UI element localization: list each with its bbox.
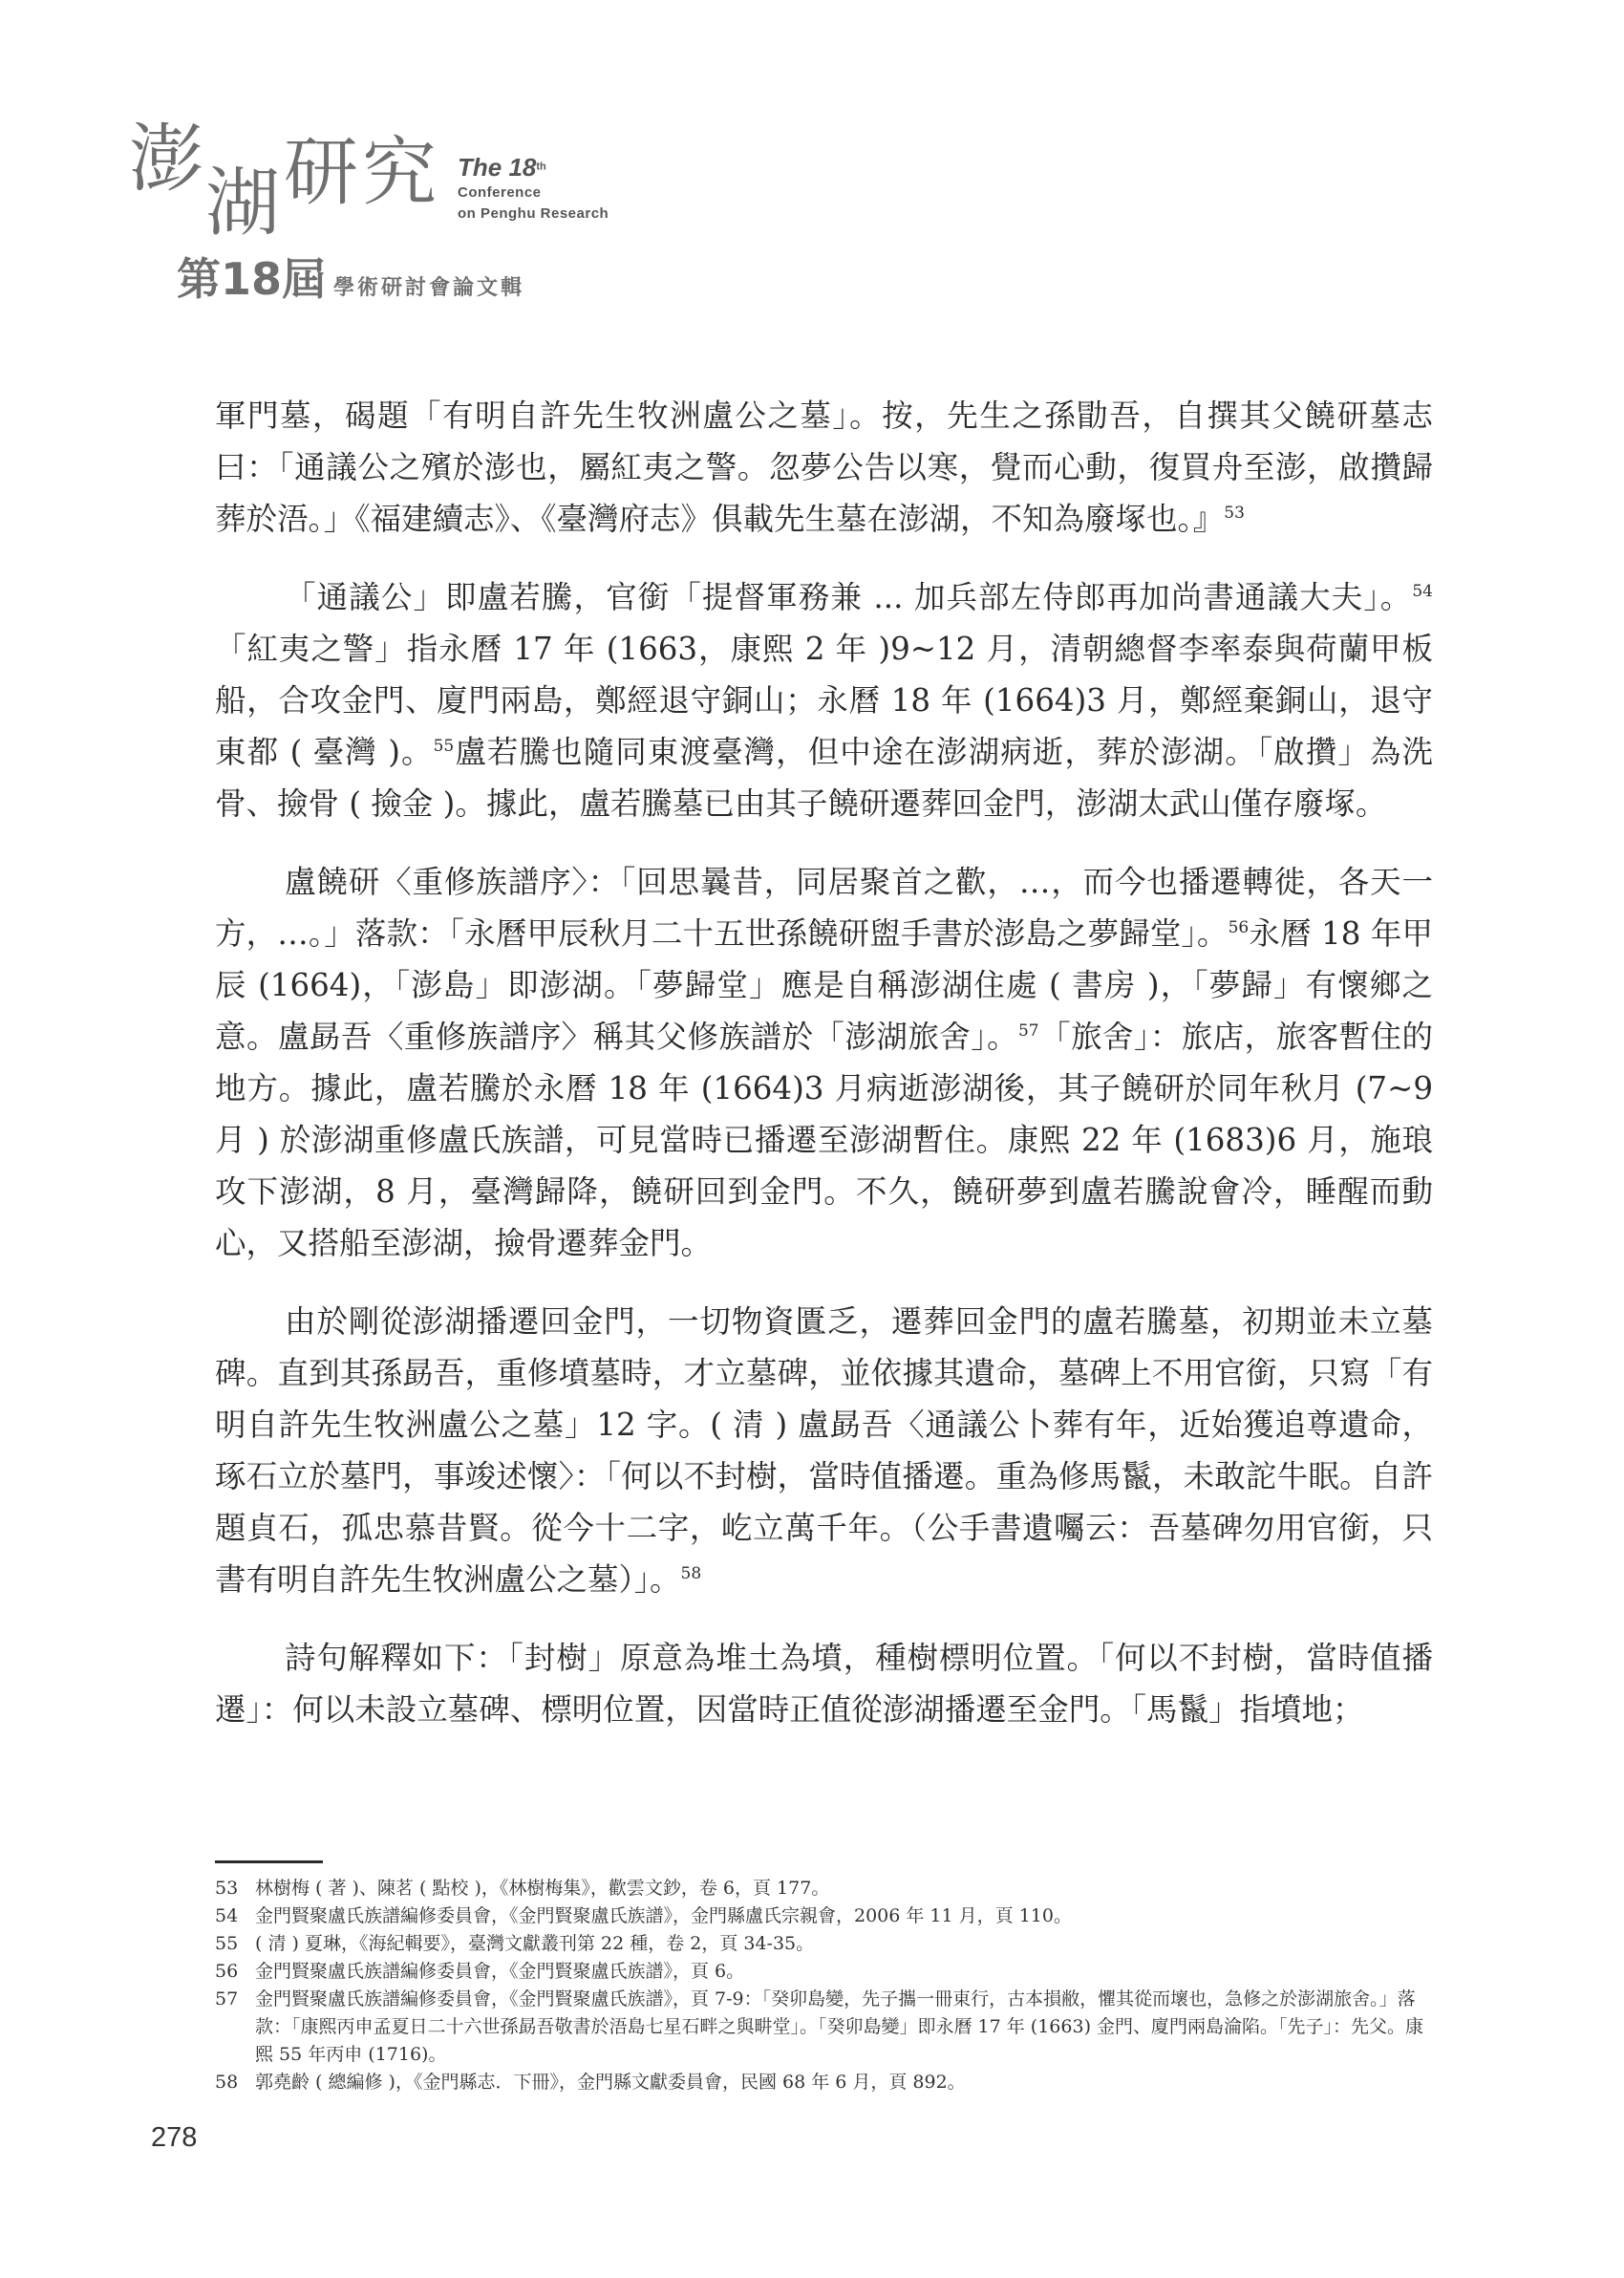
body-text bbox=[215, 390, 1433, 1762]
page-number: 278 bbox=[151, 2122, 198, 2153]
footnote-text: 金門賢聚盧氏族譜編修委員會，《金門賢聚盧氏族譜》，頁 6。 bbox=[255, 1961, 745, 1982]
footnote-number: 54 bbox=[215, 1905, 239, 1926]
paragraph: 軍門墓，碣題「有明自許先生牧洲盧公之墓」。按，先生之孫勖吾，自撰其父饒研墓志曰：「通議公之殯於澎也，屬紅夷之警。忽夢公告以寒，覺而心動，復買舟至澎，啟攢歸葬於浯。」《福建續志》、《臺灣府志》俱載先生墓在澎湖，不知為廢塚也。』$^{53}$ bbox=[215, 398, 1433, 537]
footnotes bbox=[215, 1875, 1433, 2096]
footnote bbox=[215, 1986, 1433, 2069]
footnote-number: 57 bbox=[215, 1988, 239, 2009]
footnote-number: 58 bbox=[215, 2072, 239, 2093]
edition-label: 第18屆 bbox=[177, 253, 327, 305]
footnote bbox=[215, 1875, 1433, 1902]
paragraph: 由於剛從澎湖播遷回金門，一切物資匱乏，遷葬回金門的盧若騰墓，初期並未立墓碑。直到其孫勗吾，重修墳墓時，才立墓碑，並依據其遺命，墓碑上不用官銜，只寫「有明自許先生牧洲盧公之墓」12 字。( 清 ) 盧勗吾〈通議公卜葬有年，近始獲追尊遺命，琢石立於墓門，事竣述懷〉：「何以不封樹，當時值播遷。重為修馬鬣，未敢詑牛眠。自許題貞石，孤忠慕昔賢。從今十二字，屹立萬千年。（公手書遺囑云：吾墓碑勿用官銜，只書有明自許先生牧洲盧公之墓）」。$^{58}$ bbox=[215, 1303, 1433, 1598]
english-title-line3: on Penghu Research bbox=[458, 205, 609, 222]
footnote-ref[interactable]: 56 bbox=[1228, 918, 1250, 938]
title-char: 研 bbox=[284, 130, 359, 216]
journal-header bbox=[129, 117, 626, 305]
proceedings-subtitle: 學術研討會論文輯 bbox=[333, 276, 525, 300]
footnote-number: 55 bbox=[215, 1933, 239, 1954]
footnote bbox=[215, 1902, 1433, 1930]
footnote-text: 金門賢聚盧氏族譜編修委員會，《金門賢聚盧氏族譜》，頁 7-9：「癸卯島變，先子攜一冊東行，古本損敝，懼其從而壞也，急修之於澎湖旅舍。」落款：「康熙丙申孟夏日二十六世孫勗吾敬書於浯島七星石畔之與畊堂」。「癸卯島變」即永曆 17 年 (1663) 金門、廈門兩島淪陷。「先子」：先父。康熙 55 年丙申 (1716)。 bbox=[255, 1988, 1424, 2065]
footnote-text: 林樹梅 ( 著 )、陳茗 ( 點校 )，《林樹梅集》，歡雲文鈔，卷 6，頁 177。 bbox=[255, 1878, 830, 1899]
footnote-text: 金門賢聚盧氏族譜編修委員會，《金門賢聚盧氏族譜》，金門縣盧氏宗親會，2006 年 11 月，頁 110。 bbox=[255, 1905, 1072, 1926]
footnote-number: 56 bbox=[215, 1961, 239, 1982]
footnote-ref[interactable]: 54 bbox=[1412, 582, 1433, 602]
title-char: 湖 bbox=[205, 161, 281, 247]
paragraph: 盧饒研〈重修族譜序〉：「回思曩昔，同居聚首之歡，…，而今也播遷轉徙，各天一方，…。」落款：「永曆甲辰秋月二十五世孫饒研盥手書於澎島之夢歸堂」。$^{56}$永曆 18 年甲辰 (1664)，「澎島」即澎湖。「夢歸堂」應是自稱澎湖住處 ( 書房 )，「夢歸」有懷鄉之意。盧勗吾〈重修族譜序〉稱其父修族譜於「澎湖旅舍」。$^{57}$「旅舍」：旅店，旅客暫住的地方。據此，盧若騰於永曆 18 年 (1664)3 月病逝澎湖後，其子饒研於同年秋月 (7~9 月 ) 於澎湖重修盧氏族譜，可見當時已播遷至澎湖暫住。康熙 22 年 (1683)6 月，施琅攻下澎湖，8 月，臺灣歸降，饒研回到金門。不久，饒研夢到盧若騰說會冷，睡醒而動心，又搭船至澎湖，撿骨遷葬金門。 bbox=[215, 864, 1433, 1261]
footnote-ref[interactable]: 58 bbox=[680, 1564, 702, 1584]
title-char: 究 bbox=[362, 130, 438, 216]
title-char: 澎 bbox=[129, 117, 204, 203]
english-title bbox=[458, 153, 609, 225]
footnote-ref[interactable]: 57 bbox=[1017, 1021, 1039, 1042]
english-title-main: The 18 bbox=[458, 153, 537, 182]
footnote bbox=[215, 1930, 1433, 1958]
paragraph: 詩句解釋如下：「封樹」原意為堆土為墳，種樹標明位置。「何以不封樹，當時值播遷」：何以未設立墓碑、標明位置，因當時正值從澎湖播遷至金門。「馬鬣」指墳地； bbox=[215, 1640, 1433, 1728]
paragraph: 「通議公」即盧若騰，官銜「提督軍務兼 ... 加兵部左侍郎再加尚書通議大夫」。$^{54}$「紅夷之警」指永曆 17 年 (1663，康熙 2 年 )9~12 月，清朝總督李率泰與荷蘭甲板船，合攻金門、廈門兩島，鄭經退守銅山；永曆 18 年 (1664)3 月，鄭經棄銅山，退守東都 ( 臺灣 )。$^{55}$盧若騰也隨同東渡臺灣，但中途在澎湖病逝，葬於澎湖。「啟攢」為洗骨、撿骨 ( 撿金 )。據此，盧若騰墓已由其子饒研遷葬回金門，澎湖太武山僅存廢塚。 bbox=[215, 579, 1433, 822]
english-title-line2: Conference bbox=[458, 184, 542, 201]
edition-line bbox=[177, 245, 524, 308]
footnote-ref[interactable]: 55 bbox=[433, 737, 455, 757]
footnote-number: 53 bbox=[215, 1878, 239, 1899]
footnote-ref[interactable]: 53 bbox=[1224, 504, 1245, 524]
footnote-separator bbox=[215, 1860, 323, 1863]
footnote-text: 郭堯齡 ( 總編修 )，《金門縣志．下冊》，金門縣文獻委員會，民國 68 年 6 月，頁 892。 bbox=[255, 2072, 966, 2093]
footnote bbox=[215, 2069, 1433, 2096]
footnote-text: ( 清 ) 夏琳，《海紀輯要》，臺灣文獻叢刊第 22 種，卷 2，頁 34-35。 bbox=[255, 1933, 815, 1954]
footnote bbox=[215, 1958, 1433, 1986]
english-title-sup: th bbox=[536, 161, 546, 173]
